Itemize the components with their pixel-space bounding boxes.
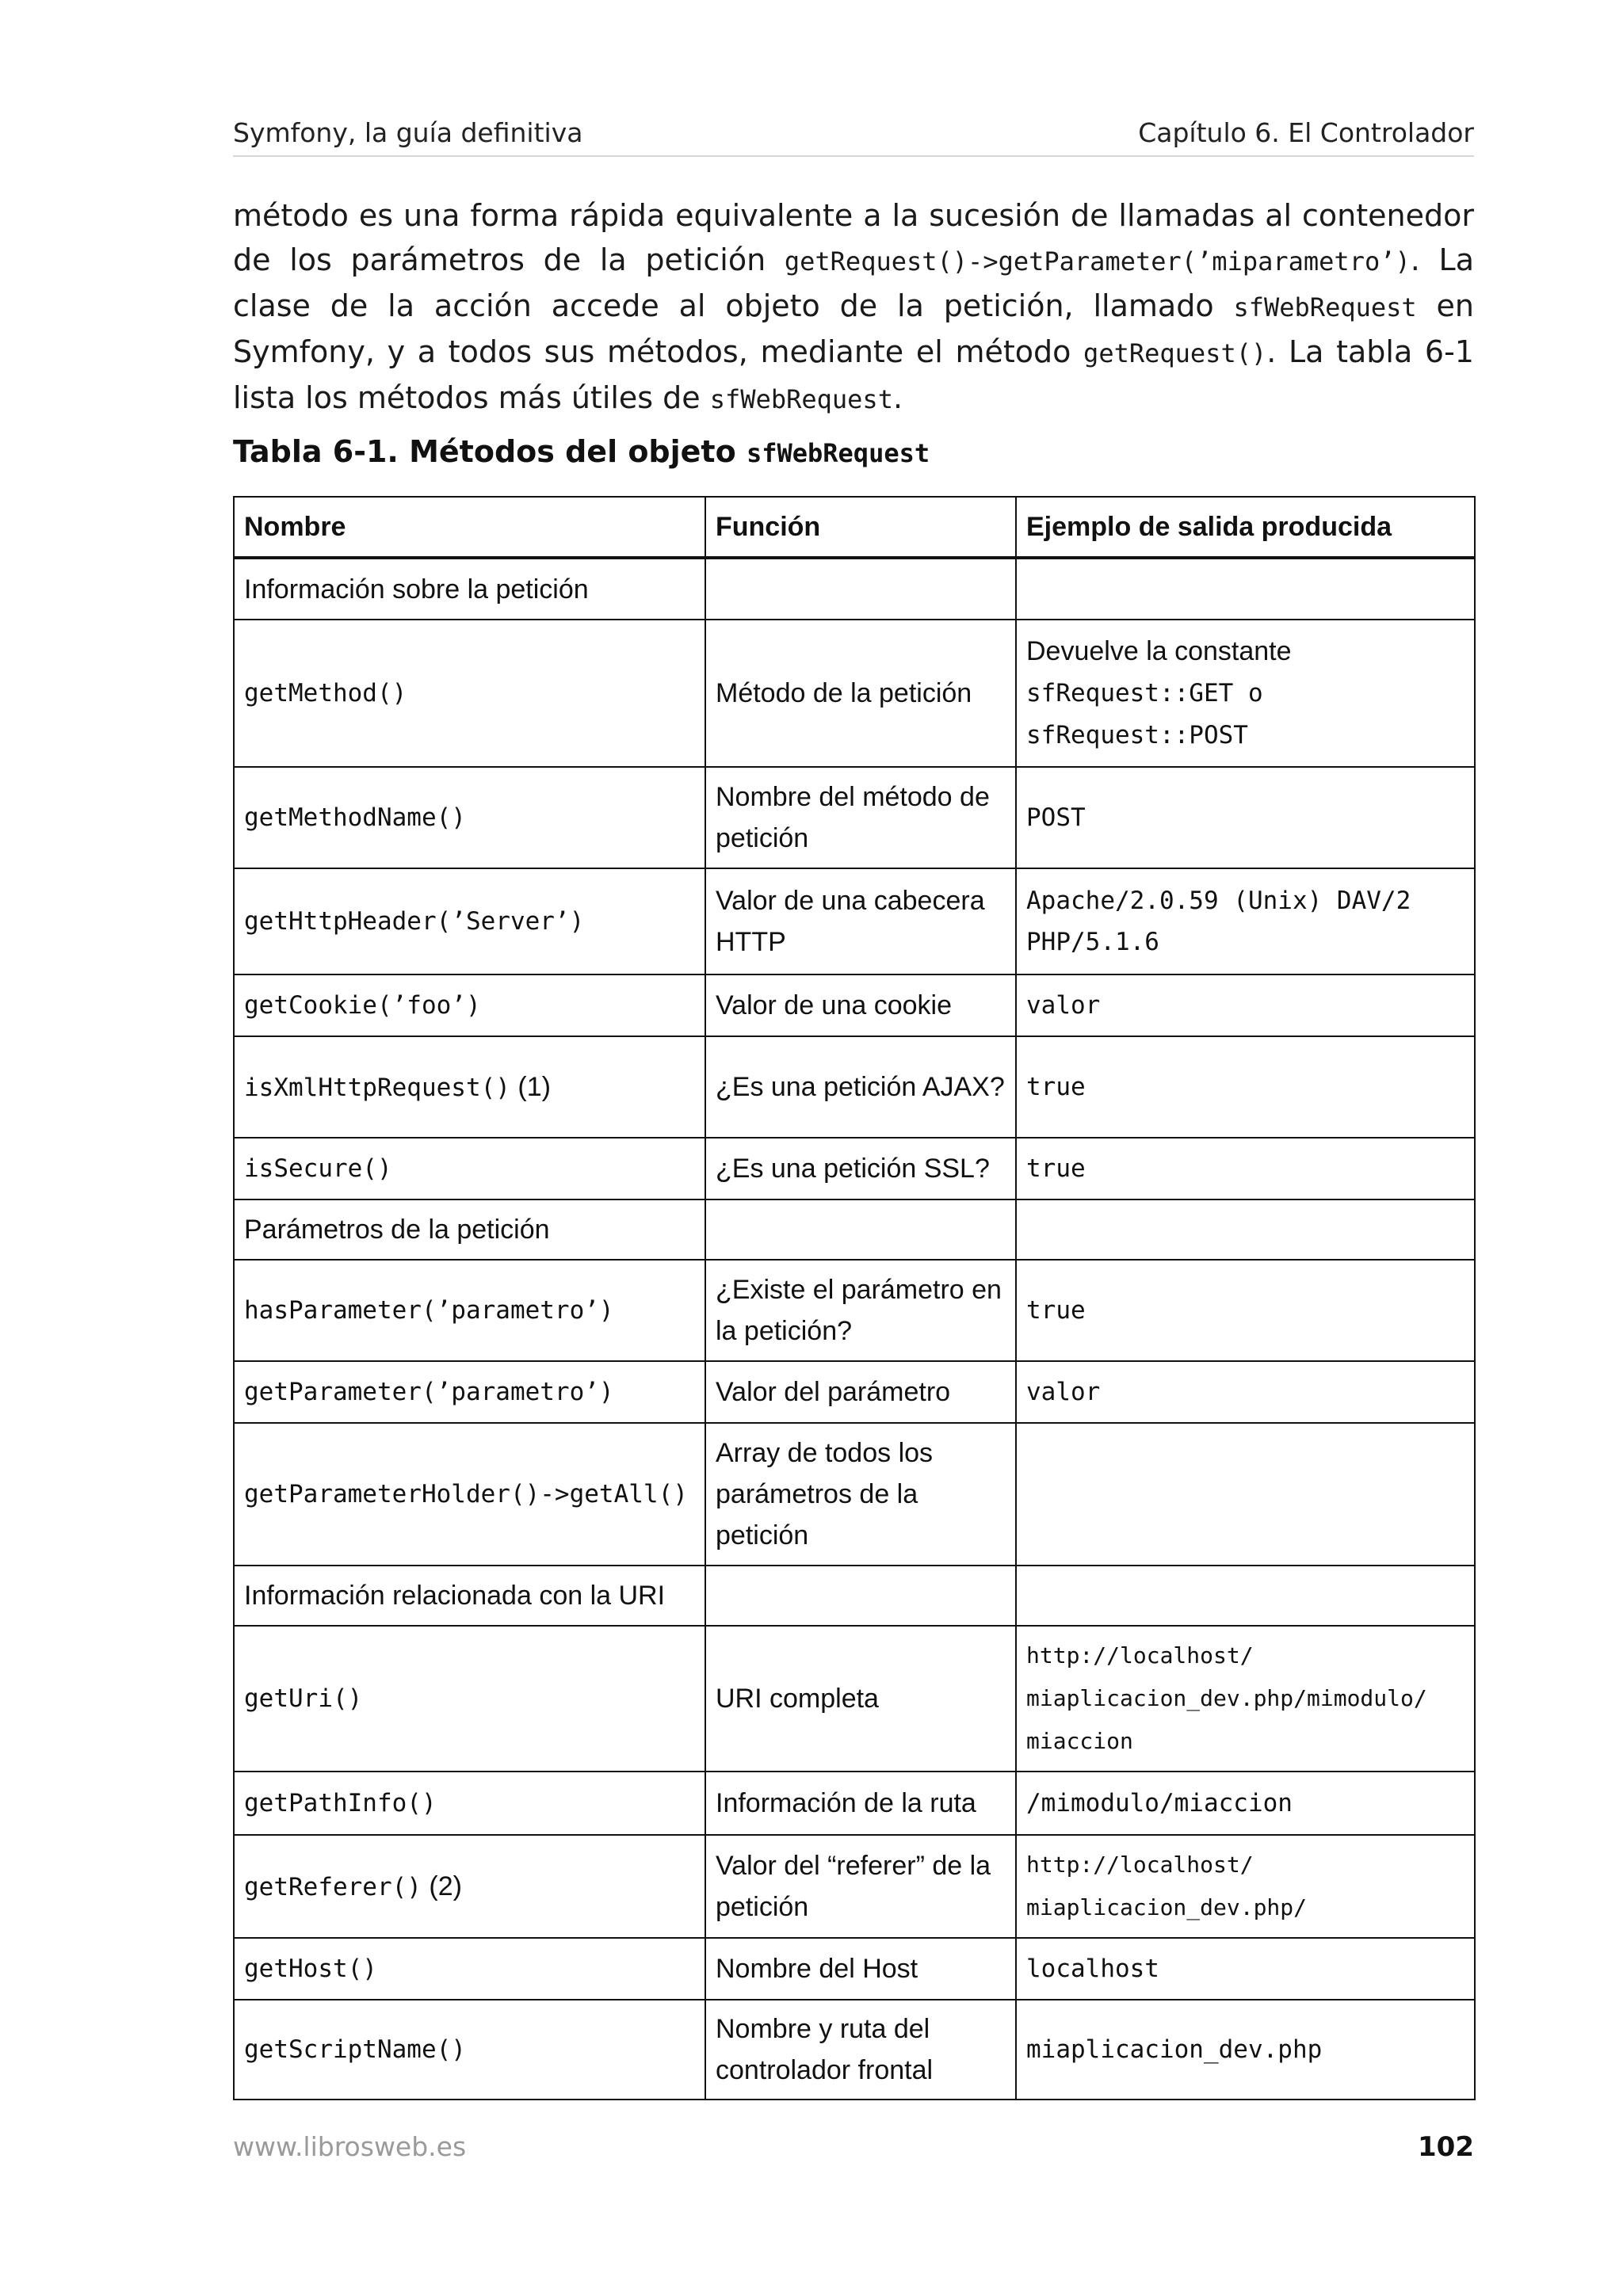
- table-row: [234, 1260, 1475, 1361]
- intro-text-4: . La tabla 6-1 lista los métodos más útiles de: [233, 334, 1474, 415]
- cell-name: getParameterHolder()->getAll(): [234, 1423, 705, 1566]
- intro-text-1: método es una forma rápida equivalente a la sucesión de llamadas al contenedor de los parámetros de la petición: [233, 198, 1474, 277]
- example-code: sfRequest::GET: [1026, 679, 1234, 707]
- cell-example: [1016, 1423, 1475, 1566]
- intro-text-3: en Symfony, y a todos sus métodos, mediante el método: [233, 288, 1475, 369]
- site-url: www.librosweb.es: [233, 2131, 467, 2162]
- cell-name: getScriptName(): [234, 2000, 705, 2100]
- cell-example: true: [1016, 1138, 1475, 1199]
- cell-func: ¿Existe el parámetro en la petición?: [705, 1260, 1016, 1361]
- table-row: [234, 1361, 1475, 1423]
- cell-example: localhost: [1016, 1938, 1475, 2000]
- table-header-row: [234, 497, 1475, 558]
- intro-paragraph: [233, 193, 1474, 421]
- table-row: [234, 620, 1475, 767]
- page-number: 102: [1418, 2131, 1474, 2163]
- header-nombre: Nombre: [234, 497, 705, 558]
- table-row: [234, 1772, 1475, 1835]
- section-label: Información sobre la petición: [234, 558, 705, 620]
- example-line: http://localhost/: [1026, 1852, 1254, 1878]
- cell-func: Nombre del Host: [705, 1938, 1016, 2000]
- cell-name: getHost(): [234, 1938, 705, 2000]
- table-row: [234, 1626, 1475, 1772]
- cell-example: miaplicacion_dev.php: [1016, 2000, 1475, 2100]
- cell-func: [705, 558, 1016, 620]
- intro-code-4: sfWebRequest: [709, 384, 893, 414]
- table-row: [234, 868, 1475, 974]
- page-footer: [233, 2131, 1474, 2171]
- example-line: miaplicacion_dev.php/mimodulo/: [1026, 1685, 1427, 1711]
- cell-name: getHttpHeader(’Server’): [234, 868, 705, 974]
- cell-func: [705, 1566, 1016, 1626]
- cell-example: true: [1016, 1036, 1475, 1138]
- table-row: [234, 1835, 1475, 1938]
- cell-name: hasParameter(’parametro’): [234, 1260, 705, 1361]
- cell-func: Valor del “referer” de la petición: [705, 1835, 1016, 1938]
- cell-func: Nombre y ruta del controlador frontal: [705, 2000, 1016, 2100]
- footnote-ref: (1): [510, 1071, 551, 1102]
- cell-example: /mimodulo/miaccion: [1016, 1772, 1475, 1835]
- example-code: sfRequest::POST: [1026, 721, 1248, 749]
- table-row: [234, 767, 1475, 868]
- cell-func: Valor de una cabecera HTTP: [705, 868, 1016, 974]
- table-row: [234, 1138, 1475, 1199]
- table-row: [234, 2000, 1475, 2100]
- cell-example: [1016, 1835, 1475, 1938]
- intro-code-3: getRequest(): [1083, 338, 1267, 368]
- table-row: [234, 558, 1475, 620]
- page-header: [233, 117, 1474, 157]
- cell-func: Información de la ruta: [705, 1772, 1016, 1835]
- header-funcion: Función: [705, 497, 1016, 558]
- cell-example: valor: [1016, 1361, 1475, 1423]
- chapter-title: Capítulo 6. El Controlador: [1138, 117, 1474, 148]
- table-row: [234, 1423, 1475, 1566]
- example-text: Devuelve la constante: [1026, 636, 1292, 666]
- cell-func: Nombre del método de petición: [705, 767, 1016, 868]
- example-line: miaccion: [1026, 1728, 1133, 1754]
- header-ejemplo: Ejemplo de salida producida: [1016, 497, 1475, 558]
- book-title: Symfony, la guía definitiva: [233, 117, 583, 148]
- intro-code-1: getRequest()->getParameter(’miparametro’): [784, 246, 1411, 277]
- cell-func: Valor de una cookie: [705, 974, 1016, 1036]
- footnote-ref: (2): [421, 1871, 462, 1901]
- cell-func: ¿Es una petición AJAX?: [705, 1036, 1016, 1138]
- example-text: o: [1233, 679, 1263, 707]
- cell-func: Valor del parámetro: [705, 1361, 1016, 1423]
- methods-table: [233, 496, 1476, 2100]
- table-row: [234, 1199, 1475, 1260]
- cell-func: ¿Es una petición SSL?: [705, 1138, 1016, 1199]
- cell-func: URI completa: [705, 1626, 1016, 1772]
- caption-code: sfWebRequest: [746, 438, 930, 468]
- cell-name: getUri(): [234, 1626, 705, 1772]
- cell-name: getPathInfo(): [234, 1772, 705, 1835]
- intro-text-2: . La clase de la acción accede al objeto de la petición, llamado: [233, 242, 1474, 323]
- table-row: [234, 1036, 1475, 1138]
- cell-name: getMethodName(): [234, 767, 705, 868]
- method-code: getReferer(): [244, 1872, 422, 1901]
- cell-example: valor: [1016, 974, 1475, 1036]
- table-caption: [233, 434, 930, 469]
- example-line: miaplicacion_dev.php/: [1026, 1894, 1308, 1920]
- cell-example: [1016, 1199, 1475, 1260]
- cell-example: true: [1016, 1260, 1475, 1361]
- table-row: [234, 1938, 1475, 2000]
- caption-text: Tabla 6-1. Métodos del objeto: [233, 434, 747, 469]
- cell-func: Array de todos los parámetros de la petición: [705, 1423, 1016, 1566]
- intro-text-5: .: [892, 380, 903, 415]
- method-code: isXmlHttpRequest(): [244, 1073, 510, 1102]
- example-line: http://localhost/: [1026, 1642, 1254, 1669]
- intro-code-2: sfWebRequest: [1233, 292, 1417, 322]
- cell-name: isSecure(): [234, 1138, 705, 1199]
- section-label: Información relacionada con la URI: [234, 1566, 705, 1626]
- cell-func: [705, 1199, 1016, 1260]
- cell-func: Método de la petición: [705, 620, 1016, 767]
- cell-example: Apache/2.0.59 (Unix) DAV/2 PHP/5.1.6: [1016, 868, 1475, 974]
- table-row: [234, 1566, 1475, 1626]
- cell-example: [1016, 558, 1475, 620]
- table-row: [234, 974, 1475, 1036]
- cell-name: [234, 1036, 705, 1138]
- cell-example: [1016, 1566, 1475, 1626]
- cell-name: getCookie(’foo’): [234, 974, 705, 1036]
- cell-example: POST: [1016, 767, 1475, 868]
- cell-name: [234, 1835, 705, 1938]
- cell-name: getMethod(): [234, 620, 705, 767]
- section-label: Parámetros de la petición: [234, 1199, 705, 1260]
- cell-name: getParameter(’parametro’): [234, 1361, 705, 1423]
- cell-example: [1016, 620, 1475, 767]
- cell-example: [1016, 1626, 1475, 1772]
